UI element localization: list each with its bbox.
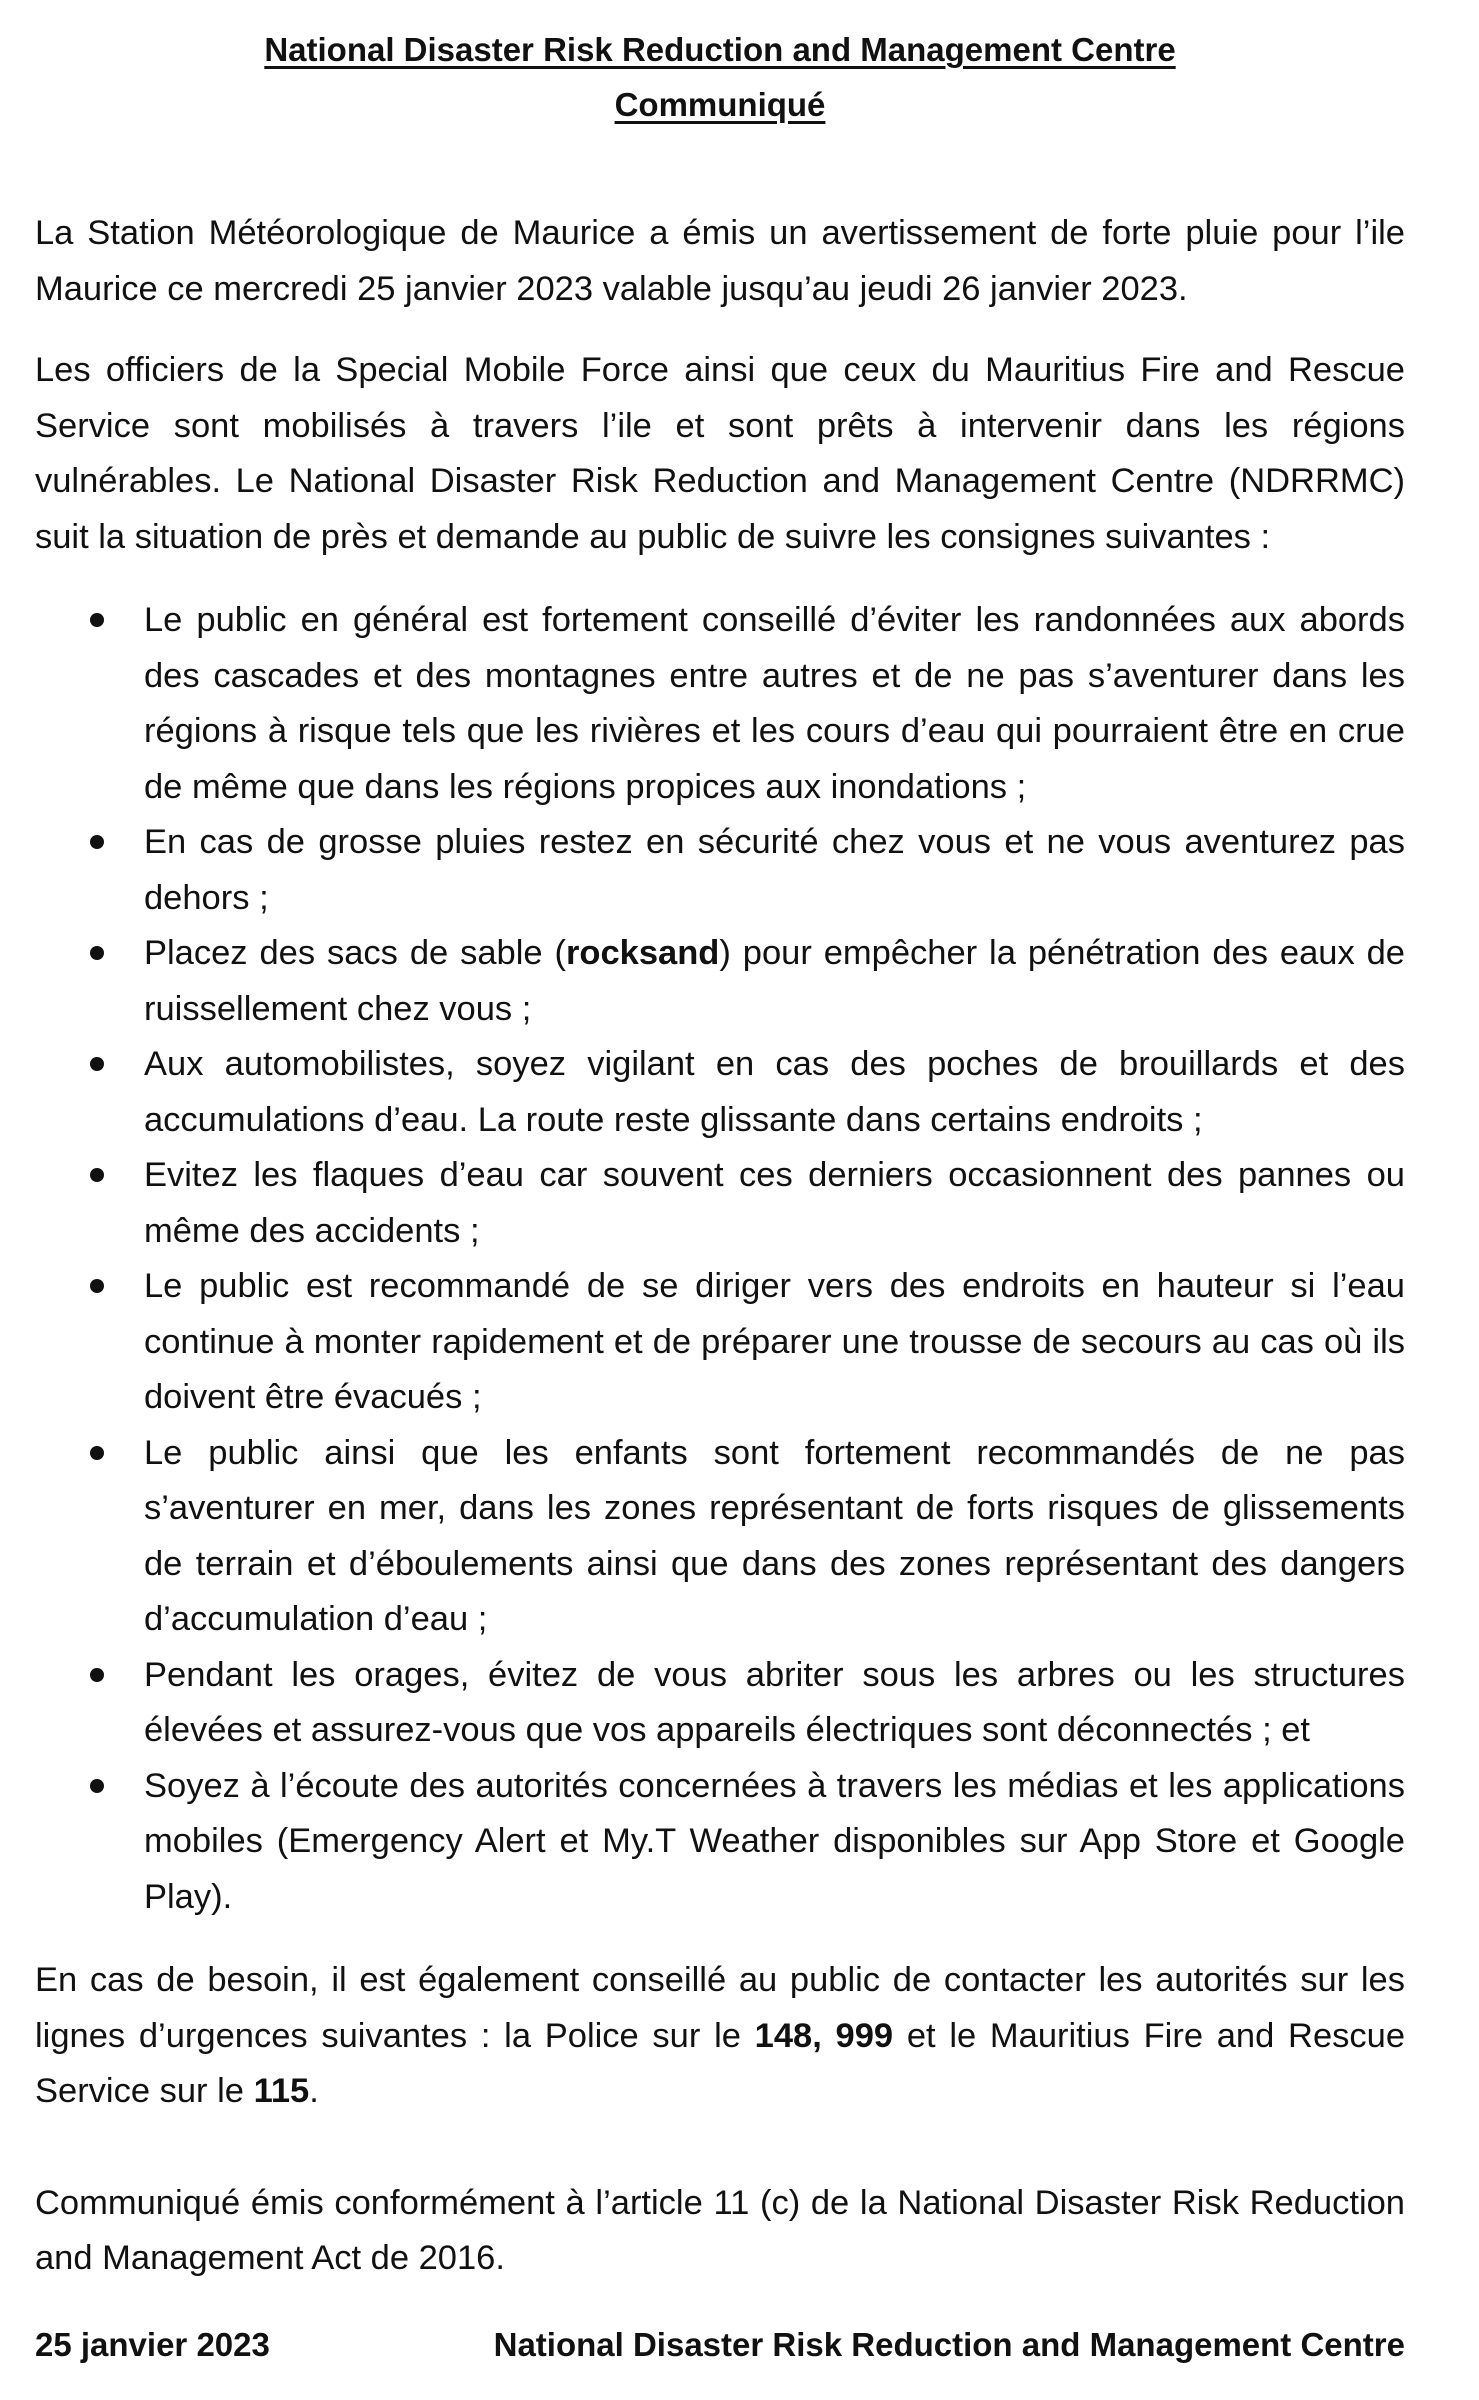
police-numbers: 148, 999 bbox=[754, 2016, 894, 2055]
bullet-icon bbox=[90, 1446, 104, 1460]
document-footer bbox=[35, 2317, 1405, 2372]
list-item: Le public ainsi que les enfants sont fortement recommandés de ne pas s’aventurer en mer, dans les zones représentant de forts risques de glissements de terrain et d’éboulements ainsi que dans des zones représentant des dangers d’accumulation d’eau ; bbox=[35, 1426, 1405, 1648]
list-item: Aux automobilistes, soyez vigilant en cas des poches de brouillards et des accumulations d’eau. La route reste glissante dans certains endroits ; bbox=[35, 1037, 1405, 1148]
legal-paragraph: Communiqué émis conformément à l’article 11 (c) de la National Disaster Risk Reduction and Management Act de 2016. bbox=[35, 2183, 1405, 2277]
footer-date: 25 janvier 2023 bbox=[35, 2325, 270, 2363]
bullet-icon bbox=[90, 835, 104, 849]
list-item: Evitez les flaques d’eau car souvent ces derniers occasionnent des pannes ou même des accidents ; bbox=[35, 1148, 1405, 1259]
bullet-icon bbox=[90, 1668, 104, 1682]
list-item: En cas de grosse pluies restez en sécurité chez vous et ne vous aventurez pas dehors ; bbox=[35, 815, 1405, 926]
rocksand-emphasis: rocksand bbox=[565, 934, 720, 972]
bullet-icon bbox=[90, 1168, 104, 1182]
document-title: National Disaster Risk Reduction and Management Centre bbox=[264, 31, 1176, 68]
bullet-icon bbox=[90, 613, 104, 627]
footer-signature: National Disaster Risk Reduction and Management Centre bbox=[493, 2325, 1405, 2363]
list-item: Le public est recommandé de se diriger vers des endroits en hauteur si l’eau continue à monter rapidement et de préparer une trousse de secours au cas où ils doivent être évacués ; bbox=[35, 1259, 1405, 1426]
intro-paragraph-1: La Station Météorologique de Maurice a émis un avertissement de forte pluie pour l’ile Maurice ce mercredi 25 janvier 2023 valable jusqu’au jeudi 26 janvier 2023. bbox=[35, 214, 1405, 308]
bullet-icon bbox=[90, 1057, 104, 1071]
fire-number: 115 bbox=[253, 2072, 310, 2110]
bullet-icon bbox=[90, 1779, 104, 1793]
list-item: Pendant les orages, évitez de vous abriter sous les arbres ou les structures élevées et assurez-vous que vos appareils électriques sont déconnectés ; et bbox=[35, 1648, 1405, 1759]
document-subtitle: Communiqué bbox=[614, 86, 826, 123]
list-item: Placez des sacs de sable (rocksand) pour empêcher la pénétration des eaux de ruissellement chez vous ; bbox=[35, 926, 1405, 1037]
contact-paragraph: En cas de besoin, il est également conseillé au public de contacter les autorités sur les lignes d’urgences suivantes : la Police sur le 148, 999 et le Mauritius Fire and Rescue Service sur le 115. bbox=[35, 1961, 1406, 2110]
bullet-icon bbox=[90, 946, 104, 960]
list-item: Le public en général est fortement conseillé d’éviter les randonnées aux abords des cascades et des montagnes entre autres et de ne pas s’aventurer dans les régions à risque tels que les rivières et les cours d’eau qui pourraient être en crue de même que dans les régions propices aux inondations ; bbox=[35, 593, 1405, 815]
bullet-icon bbox=[90, 1279, 104, 1293]
consignes-list bbox=[35, 593, 1405, 1925]
intro-paragraph-2: Les officiers de la Special Mobile Force ainsi que ceux du Mauritius Fire and Rescue Service sont mobilisés à travers l’ile et sont prêts à intervenir dans les régions vulnérables. Le National Disaster Risk Reduction and Management Centre (NDRRMC) suit la situation de près et demande au public de suivre les consignes suivantes : bbox=[35, 351, 1405, 556]
list-item: Soyez à l’écoute des autorités concernées à travers les médias et les applications mobiles (Emergency Alert et My.T Weather disponibles sur App Store et Google Play). bbox=[35, 1759, 1405, 1926]
communique-document bbox=[35, 22, 1405, 2372]
